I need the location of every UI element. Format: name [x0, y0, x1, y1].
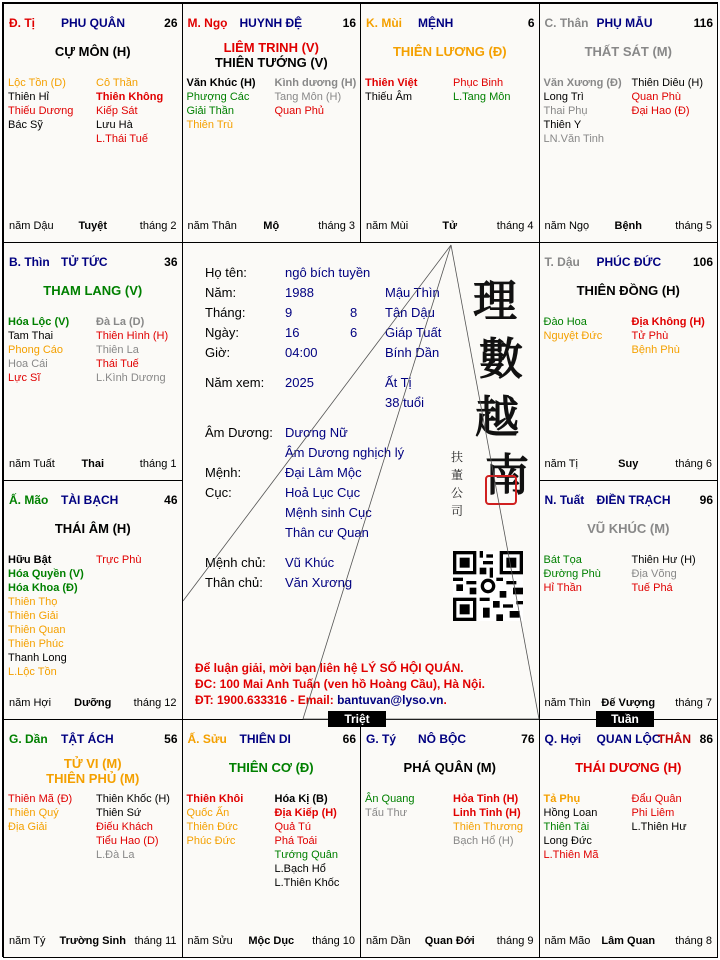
minor-star: Hóa Lộc (V)	[8, 315, 70, 328]
can-chi: Ấ. Mão	[9, 493, 49, 507]
minor-star: Thiên Diêu (H)	[631, 77, 704, 89]
can-chi: N. Tuất	[544, 493, 585, 507]
dai-han-age: 26	[164, 16, 178, 30]
cuc-note-1: Mệnh sinh Cục	[285, 505, 372, 520]
minor-star: Tả Phụ	[543, 792, 581, 805]
main-star: VŨ KHÚC (M)	[587, 521, 670, 536]
year-note: năm Dần	[366, 935, 411, 947]
minor-star: Ân Quang	[365, 792, 415, 805]
menh-chu-value: Vũ Khúc	[285, 555, 335, 570]
minor-star: Phượng Các	[186, 91, 250, 103]
cuc-note-2: Thân cư Quan	[285, 525, 369, 540]
minor-star: Thiên Quý	[8, 806, 59, 819]
palace-cell-mao[interactable]	[3, 480, 183, 720]
minor-star: Hóa Khoa (Đ)	[8, 582, 78, 594]
minor-star: Thiếu Âm	[365, 91, 413, 103]
minor-star: Đẩu Quân	[631, 792, 682, 805]
dai-han-age: 6	[527, 16, 535, 30]
right-stars	[275, 792, 340, 890]
day-label: Ngày:	[205, 325, 239, 340]
year-note: năm Thân	[187, 219, 237, 232]
minor-star: Địa Không (H)	[631, 315, 705, 328]
trang-sinh-stage: Thai	[81, 458, 105, 470]
month-note: tháng 11	[134, 935, 177, 947]
main-stars	[183, 40, 361, 70]
palace-name: ĐIỀN TRẠCH	[596, 493, 671, 507]
minor-star: Địa Kiếp (H)	[274, 806, 337, 819]
trang-sinh-stage: Mộ	[263, 219, 280, 232]
view-year-value: 2025	[285, 375, 314, 390]
minor-star: Văn Xương (Đ)	[543, 77, 622, 89]
month-note: tháng 12	[133, 696, 177, 709]
month-note: tháng 8	[675, 935, 712, 947]
minor-star: Thiên Thọ	[8, 596, 58, 608]
left-stars	[187, 792, 244, 848]
main-star: THÁI DƯƠNG (H)	[575, 759, 682, 775]
palace-cell-dan[interactable]	[3, 719, 183, 959]
dai-han-age: 86	[699, 731, 713, 746]
year-note: năm Hợi	[9, 696, 52, 709]
minor-star: L.Đà La	[96, 848, 135, 861]
palace-cell-than[interactable]	[539, 3, 719, 243]
main-stars	[4, 44, 182, 59]
contact-end: .	[443, 693, 447, 707]
month-can: Tân Dậu	[385, 305, 435, 320]
can-chi: Đ. Tị	[9, 16, 35, 30]
minor-star: Phi Liêm	[631, 806, 675, 819]
dai-han-age: 16	[342, 16, 356, 30]
minor-star: Giải Thần	[186, 105, 234, 117]
main-star: CỰ MÔN (H)	[54, 44, 131, 59]
minor-star: Thiên Sứ	[96, 806, 142, 819]
minor-star: Thiên Không	[96, 91, 164, 103]
palace-cell-thin[interactable]	[3, 242, 183, 482]
minor-star: Thiên Khôi	[186, 792, 244, 805]
minor-star: Thiên Hỉ	[8, 91, 49, 103]
can-chi: Ấ. Sửu	[187, 731, 227, 746]
minor-star: Bác Sỹ	[8, 119, 43, 131]
am-duong-value: Dương Nữ	[285, 425, 348, 440]
palace-name: PHỤ MẪU	[596, 16, 653, 30]
left-stars	[365, 76, 417, 104]
palace-cell-mui[interactable]	[360, 3, 540, 243]
minor-star: Thiên Hình (H)	[96, 329, 169, 342]
palace-name: MỆNH	[418, 16, 454, 30]
right-stars	[453, 76, 510, 104]
calligraphy-char-2: 數	[479, 334, 523, 385]
minor-star: Phúc Đức	[186, 834, 236, 847]
year-note: năm Tuất	[9, 458, 55, 470]
year-note: năm Sửu	[187, 935, 233, 947]
minor-star: Thiên Quan	[8, 624, 66, 636]
minor-star: Đường Phù	[543, 568, 601, 580]
palace-cell-dau[interactable]	[539, 242, 719, 482]
main-star: THIÊN TƯỚNG (V)	[214, 55, 328, 70]
qr-code-icon[interactable]	[453, 551, 523, 621]
trang-sinh-stage: Bệnh	[614, 219, 642, 232]
minor-star: Quốc Ấn	[186, 806, 230, 819]
palace-cell-ngo[interactable]	[182, 3, 362, 243]
dai-han-age: 76	[521, 731, 535, 746]
year-note: năm Mùi	[366, 219, 409, 232]
minor-star: Điếu Khách	[96, 820, 153, 833]
main-star: THIÊN LƯƠNG (Đ)	[392, 44, 507, 59]
minor-star: Long Trì	[543, 91, 584, 103]
month-alt: 8	[350, 305, 358, 320]
minor-star: Thiên Y	[543, 119, 582, 131]
main-stars	[4, 756, 182, 786]
minor-star: Thiên Mã (Đ)	[8, 792, 73, 805]
minor-star: Tang Môn (H)	[274, 91, 342, 103]
trang-sinh-stage: Tuyệt	[78, 219, 108, 232]
palace-cell-tuat[interactable]	[539, 480, 719, 720]
minor-star: L.Thái Tuế	[96, 133, 148, 145]
year-can: Mậu Thìn	[385, 285, 440, 300]
palace-name: TẬT ÁCH	[61, 731, 114, 746]
than-chu-value: Văn Xương	[285, 575, 353, 590]
minor-star: Văn Khúc (H)	[186, 77, 256, 89]
trang-sinh-stage: Mộc Dục	[248, 935, 295, 947]
menh-value: Đại Lâm Mộc	[285, 465, 362, 480]
horoscope-board	[2, 2, 718, 957]
year-note: năm Tý	[9, 935, 46, 947]
calligraphy-char-4: 南	[485, 450, 529, 501]
minor-star: Phong Cáo	[8, 343, 64, 356]
minor-star: Bát Tọa	[543, 554, 582, 566]
hour-label: Giờ:	[205, 345, 231, 360]
left-stars	[8, 792, 72, 834]
can-chi: B. Thìn	[9, 254, 50, 269]
red-seal-icon	[485, 475, 517, 505]
year-note: năm Thìn	[544, 696, 591, 709]
right-stars	[453, 792, 523, 848]
trang-sinh-stage: Suy	[618, 458, 639, 470]
menh-label: Mệnh:	[205, 465, 242, 480]
contact-phone: ĐT: 1900.633316 - Email:	[195, 693, 338, 707]
tuan-tag: Tuần	[596, 711, 654, 727]
calligraphy-char-1: 理	[473, 276, 517, 327]
year-note: năm Ngọ	[544, 219, 590, 232]
minor-star: Hóa Quyền (V)	[8, 568, 84, 580]
minor-star: L.Kình Dương	[96, 371, 166, 384]
palace-name: THIÊN DI	[239, 731, 291, 746]
year-note: năm Tị	[544, 458, 578, 470]
center-panel	[183, 243, 539, 719]
contact-email-link[interactable]: bantuvan@lyso.vn	[337, 693, 444, 707]
main-stars	[4, 521, 182, 536]
minor-star: Thiên La	[96, 343, 139, 356]
minor-star: Thiên Đức	[186, 820, 238, 833]
palace-name: HUYNH ĐỆ	[239, 16, 303, 30]
month-note: tháng 1	[139, 458, 177, 470]
dai-han-age: 66	[342, 731, 356, 746]
main-star: PHÁ QUÂN (M)	[403, 759, 496, 775]
year-note: năm Dậu	[9, 219, 54, 232]
month-value: 9	[285, 305, 293, 320]
year-note: năm Mão	[544, 935, 591, 947]
palace-name: TỬ TỨC	[61, 254, 108, 269]
month-note: tháng 7	[675, 696, 712, 709]
name-value: ngô bích tuyền	[285, 265, 371, 280]
cuc-label: Cục:	[205, 485, 232, 500]
right-stars	[96, 792, 170, 862]
contact-line-2: ĐC: 100 Mai Anh Tuấn (ven hồ Hoàng Cầu), Hà Nội.	[195, 677, 486, 691]
trang-sinh-stage: Trường Sinh	[59, 935, 126, 947]
minor-star: Phá Toái	[274, 834, 318, 847]
minor-star: Thiên Tài	[543, 820, 590, 833]
left-stars	[365, 792, 415, 820]
minor-star: Tam Thai	[8, 329, 54, 342]
minor-star: Hỉ Thần	[543, 582, 582, 594]
main-star: THẤT SÁT (M)	[584, 44, 672, 59]
minor-star: Kiếp Sát	[96, 105, 138, 117]
left-stars	[544, 553, 601, 595]
month-note: tháng 4	[496, 219, 534, 232]
main-star: TỬ VI (M)	[63, 755, 122, 771]
right-stars	[632, 553, 696, 595]
than-marker: THÂN	[657, 731, 691, 746]
day-value: 16	[285, 325, 300, 340]
trang-sinh-stage: Tử	[442, 219, 458, 232]
trang-sinh-stage: Quan Đới	[424, 935, 475, 947]
minor-star: L.Thiên Khốc	[274, 876, 340, 889]
minor-star: Tướng Quân	[274, 848, 338, 861]
palace-cell-ty[interactable]	[360, 719, 540, 959]
palace-name: QUAN LỘC	[596, 731, 661, 746]
minor-star: Hồng Loan	[543, 806, 598, 819]
minor-star: Hữu Bật	[8, 554, 52, 566]
minor-star: Linh Tinh (H)	[453, 806, 521, 819]
main-star: THAM LANG (V)	[43, 282, 143, 298]
am-duong-note: Âm Dương nghịch lý	[285, 445, 405, 460]
left-stars	[544, 76, 622, 146]
minor-star: Đại Hao (Đ)	[631, 105, 690, 117]
minor-star: Kình dương (H)	[274, 77, 357, 89]
minor-star: LN.Văn Tinh	[543, 133, 605, 145]
can-chi: T. Dậu	[544, 254, 580, 269]
view-year-can: Ất Tị	[385, 375, 412, 390]
palace-cell-suu[interactable]	[182, 719, 362, 959]
minor-star: Đà La (D)	[96, 315, 145, 328]
minor-star: Thiên Hư (H)	[631, 554, 696, 566]
name-label: Họ tên:	[205, 265, 247, 280]
right-stars	[632, 76, 704, 118]
calligraphy-logo	[471, 273, 531, 505]
minor-star: Trực Phù	[96, 554, 142, 566]
main-stars	[183, 760, 361, 775]
month-note: tháng 9	[496, 935, 534, 947]
minor-star: L.Thiên Hư	[631, 820, 687, 833]
month-note: tháng 6	[675, 458, 712, 470]
age-value: 38 tuổi	[385, 395, 425, 410]
minor-star: Tiểu Hao (D)	[96, 834, 159, 847]
minor-star: Tấu Thư	[365, 806, 408, 819]
contact-line-3	[195, 693, 447, 707]
trang-sinh-stage: Lâm Quan	[601, 935, 656, 947]
left-stars	[544, 792, 599, 862]
can-chi: C. Thân	[544, 16, 589, 30]
minor-star: Cô Thần	[96, 77, 138, 89]
left-stars	[8, 315, 69, 385]
main-stars	[540, 283, 718, 298]
year-label: Năm:	[205, 285, 237, 300]
dai-han-age: 96	[699, 493, 713, 507]
seal-text: 扶 董 公 司	[451, 450, 464, 518]
minor-star: Địa Võng	[631, 568, 677, 580]
year-value: 1988	[285, 285, 314, 300]
minor-star: Thiên Giải	[8, 610, 59, 622]
main-star: THIÊN PHỦ (M)	[46, 770, 140, 786]
month-note: tháng 10	[312, 935, 355, 947]
left-stars	[544, 315, 603, 343]
minor-star: Quan Phủ	[274, 105, 325, 117]
minor-star: L.Bạch Hổ	[274, 862, 326, 875]
right-stars	[275, 76, 357, 118]
minor-star: Quả Tú	[274, 820, 311, 833]
can-chi: G. Dần	[9, 731, 48, 746]
main-star: THIÊN ĐỒNG (H)	[576, 282, 680, 298]
left-stars	[8, 76, 73, 132]
minor-star: Long Đức	[543, 834, 592, 847]
day-alt: 6	[350, 325, 358, 340]
main-star: THÁI ÂM (H)	[54, 521, 131, 536]
palace-name: PHU QUÂN	[61, 16, 126, 30]
trang-sinh-stage: Dưỡng	[74, 696, 112, 709]
minor-star: Thiếu Dương	[8, 105, 74, 117]
minor-star: Thiên Việt	[365, 77, 418, 89]
minor-star: Hoa Cái	[8, 357, 48, 370]
main-stars	[4, 283, 182, 298]
minor-star: Quan Phù	[631, 91, 682, 103]
minor-star: Bệnh Phù	[631, 343, 680, 356]
right-stars	[96, 76, 163, 146]
dai-han-age: 116	[693, 16, 713, 30]
palace-cell-hoi[interactable]	[539, 719, 719, 959]
month-note: tháng 2	[139, 219, 177, 232]
can-chi: Q. Hợi	[544, 731, 582, 746]
minor-star: Phục Binh	[453, 77, 504, 89]
main-stars	[361, 760, 539, 775]
can-chi: G. Tý	[366, 731, 397, 746]
palace-name: NÔ BỘC	[418, 731, 466, 746]
minor-star: Thái Tuế	[96, 357, 139, 370]
dai-han-age: 46	[164, 493, 178, 507]
minor-star: Địa Giải	[8, 820, 48, 833]
month-label: Tháng:	[205, 305, 246, 320]
palace-cell-ti[interactable]	[3, 3, 183, 243]
right-stars	[632, 315, 705, 357]
minor-star: L.Thiên Mã	[543, 848, 599, 861]
view-year-label: Năm xem:	[205, 375, 265, 390]
minor-star: Bạch Hổ (H)	[453, 834, 514, 847]
calligraphy-char-3: 越	[475, 392, 519, 443]
palace-name: PHÚC ĐỨC	[596, 254, 662, 269]
minor-star: Lưu Hà	[96, 119, 133, 131]
minor-star: Hóa Kị (B)	[274, 792, 328, 805]
minor-star: L.Lộc Tồn	[8, 666, 57, 678]
minor-star: Tuế Phá	[631, 582, 673, 594]
dai-han-age: 106	[692, 254, 713, 269]
minor-star: Hỏa Tinh (H)	[453, 792, 519, 805]
day-can: Giáp Tuất	[385, 325, 442, 340]
minor-star: Thiên Trù	[186, 119, 233, 131]
am-duong-label: Âm Dương:	[205, 425, 273, 440]
than-chu-label: Thân chủ:	[205, 575, 263, 590]
left-stars	[187, 76, 256, 132]
right-stars	[96, 315, 168, 385]
contact-line-1: Để luận giải, mời bạn liên hệ LÝ SỐ HỘI QUÁN.	[195, 661, 464, 675]
minor-star: Đào Hoa	[543, 315, 587, 328]
can-chi: M. Ngọ	[187, 16, 228, 30]
month-note: tháng 5	[675, 219, 712, 232]
month-note: tháng 3	[318, 219, 355, 232]
right-stars	[632, 792, 687, 834]
trang-sinh-stage: Đế Vượng	[601, 696, 656, 709]
dai-han-age: 36	[164, 254, 178, 269]
minor-star: Lực Sĩ	[8, 371, 41, 384]
minor-star: Thai Phụ	[543, 105, 588, 117]
main-star: THIÊN CƠ (Đ)	[228, 759, 314, 775]
minor-star: Tử Phù	[631, 329, 669, 342]
right-stars	[96, 553, 141, 567]
main-stars	[540, 521, 718, 536]
menh-chu-label: Mệnh chủ:	[205, 555, 266, 570]
minor-star: Thiên Thương	[453, 820, 524, 833]
minor-star: Lộc Tồn (D)	[8, 77, 66, 89]
palace-name: TÀI BẠCH	[61, 493, 119, 507]
minor-star: Thanh Long	[8, 652, 67, 664]
hour-value: 04:00	[285, 345, 318, 360]
triet-tag: Triệt	[328, 711, 386, 727]
can-chi: K. Mùi	[366, 16, 402, 30]
minor-star: Nguyệt Đức	[543, 329, 603, 342]
main-stars	[361, 44, 539, 59]
dai-han-age: 56	[164, 731, 178, 746]
main-star: LIÊM TRINH (V)	[223, 40, 319, 55]
hour-can: Bính Dần	[385, 345, 440, 360]
cuc-value: Hoả Lục Cục	[285, 485, 361, 500]
left-stars	[8, 553, 84, 679]
minor-star: L.Tang Môn	[453, 91, 511, 103]
main-stars	[540, 44, 718, 59]
main-stars	[540, 760, 718, 775]
minor-star: Thiên Khốc (H)	[96, 792, 170, 805]
minor-star: Thiên Phúc	[8, 638, 64, 650]
